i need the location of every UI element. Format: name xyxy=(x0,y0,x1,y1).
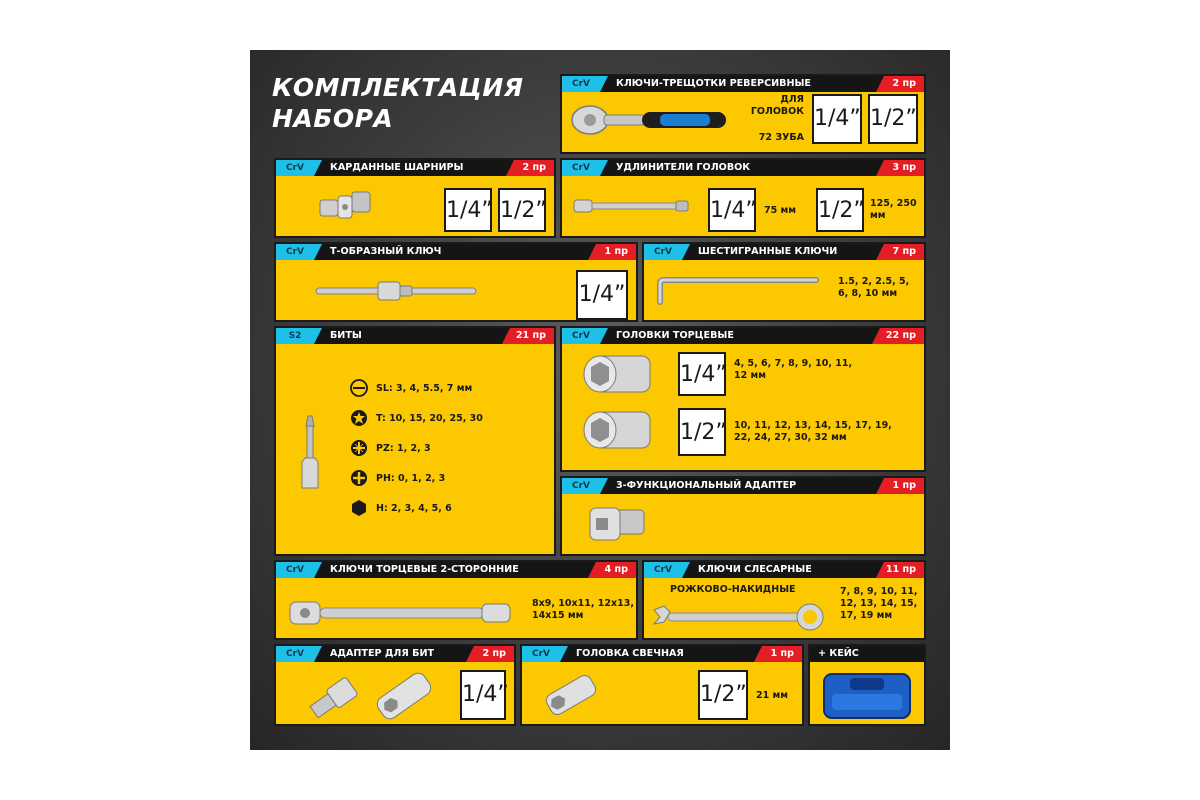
panel-double-end xyxy=(274,560,638,640)
quantity-badge: 1 пр xyxy=(596,244,636,260)
size-box: 1/4” xyxy=(576,270,628,320)
size-box: 1/4” xyxy=(444,188,492,232)
size-box: 1/2” xyxy=(816,188,864,232)
size-box: 1/2” xyxy=(868,94,918,144)
panel-label: ШЕСТИГРАННЫЕ КЛЮЧИ xyxy=(698,246,838,257)
spark-socket-size: 21 мм xyxy=(756,690,789,701)
quantity-badge: 22 пр xyxy=(880,328,924,344)
panel-label: АДАПТЕР ДЛЯ БИТ xyxy=(330,648,435,659)
quantity-badge: 3 пр xyxy=(884,160,924,176)
material-badge: CrV xyxy=(562,328,600,344)
size-box: 1/2” xyxy=(698,670,748,720)
size-box: 1/4” xyxy=(708,188,756,232)
page-title: КОМПЛЕКТАЦИЯ НАБОРА xyxy=(272,73,524,133)
panel-label: Т-ОБРАЗНЫЙ КЛЮЧ xyxy=(330,246,442,257)
size-box: 1/4” xyxy=(678,352,726,396)
quantity-badge: 4 пр xyxy=(596,562,636,578)
bit-row-hex: H: 2, 3, 4, 5, 6 xyxy=(350,498,452,518)
quantity-badge: 1 пр xyxy=(884,478,924,494)
panel-hex-keys xyxy=(642,242,926,322)
panel-label: + КЕЙС xyxy=(818,648,859,659)
pozidriv-icon xyxy=(350,439,368,457)
panel-label: КЛЮЧИ ТОРЦЕВЫЕ 2-СТОРОННИЕ xyxy=(330,564,519,575)
quantity-badge: 2 пр xyxy=(474,646,514,662)
ratchet-icon xyxy=(570,100,730,140)
panel-label: ГОЛОВКИ ТОРЦЕВЫЕ xyxy=(616,330,734,341)
quantity-badge: 2 пр xyxy=(884,76,924,92)
phillips-icon xyxy=(350,469,368,487)
combination-wrench-icon xyxy=(650,600,830,634)
slotted-icon xyxy=(350,379,368,397)
spark-plug-socket-icon xyxy=(536,670,606,720)
socket-sizes-half: 10, 11, 12, 13, 14, 15, 17, 19, 22, 24, 27, 30, 32 мм xyxy=(734,420,892,443)
panel-header xyxy=(562,76,924,92)
wrench-subtitle: РОЖКОВО-НАКИДНЫЕ xyxy=(670,584,796,595)
ratchet-note-teeth: 72 ЗУБА xyxy=(758,132,804,143)
material-badge: CrV xyxy=(522,646,560,662)
socket-icon xyxy=(582,408,652,452)
torx-icon xyxy=(350,409,368,427)
material-badge: CrV xyxy=(276,244,314,260)
panel-extensions xyxy=(560,158,926,238)
panel-label: УДЛИНИТЕЛИ ГОЛОВОК xyxy=(616,162,751,173)
hex-icon xyxy=(350,499,368,517)
tool-case-icon xyxy=(820,668,914,722)
size-box: 1/4” xyxy=(812,94,862,144)
quantity-badge: 1 пр xyxy=(762,646,802,662)
quantity-badge: 2 пр xyxy=(514,160,554,176)
panel-ratchet xyxy=(560,74,926,154)
universal-joint-icon xyxy=(316,186,376,226)
product-infographic xyxy=(250,50,950,750)
ratchet-note-heads: ДЛЯ ГОЛОВОК xyxy=(750,94,804,117)
panel-bits xyxy=(274,326,556,556)
material-badge: CrV xyxy=(276,562,314,578)
screwdriver-bit-icon xyxy=(300,414,320,490)
panel-label: БИТЫ xyxy=(330,330,362,341)
material-badge: CrV xyxy=(562,76,600,92)
bit-adapter-icon xyxy=(306,668,436,720)
size-box: 1/4” xyxy=(460,670,506,720)
socket-icon xyxy=(582,352,652,396)
panel-tbar xyxy=(274,242,638,322)
material-badge: CrV xyxy=(276,646,314,662)
material-badge: S2 xyxy=(276,328,314,344)
quantity-badge: 7 пр xyxy=(884,244,924,260)
socket-sizes-quarter: 4, 5, 6, 7, 8, 9, 10, 11, 12 мм xyxy=(734,358,853,381)
panel-label: ГОЛОВКА СВЕЧНАЯ xyxy=(576,648,684,659)
size-box: 1/2” xyxy=(678,408,726,456)
size-box: 1/2” xyxy=(498,188,546,232)
panel-bit-adapter xyxy=(274,644,516,726)
quantity-badge: 11 пр xyxy=(884,562,924,578)
hex-key-sizes: 1.5, 2, 2.5, 5, 6, 8, 10 мм xyxy=(838,276,910,299)
quantity-badge: 21 пр xyxy=(510,328,554,344)
material-badge: CrV xyxy=(644,562,682,578)
extension-length-long: 125, 250 мм xyxy=(870,198,917,221)
double-end-wrench-icon xyxy=(286,596,516,630)
material-badge: CrV xyxy=(276,160,314,176)
panel-label: КАРДАННЫЕ ШАРНИРЫ xyxy=(330,162,464,173)
bit-row-torx: T: 10, 15, 20, 25, 30 xyxy=(350,408,483,428)
material-badge: CrV xyxy=(644,244,682,260)
panel-wrenches xyxy=(642,560,926,640)
adapter-icon xyxy=(584,502,654,546)
material-badge: CrV xyxy=(562,160,600,176)
panel-sockets xyxy=(560,326,926,472)
t-bar-icon xyxy=(314,278,484,304)
panel-spark-socket xyxy=(520,644,804,726)
panel-label: КЛЮЧИ СЛЕСАРНЫЕ xyxy=(698,564,812,575)
panel-joints xyxy=(274,158,556,238)
bit-row-slotted: SL: 3, 4, 5.5, 7 мм xyxy=(350,378,472,398)
extension-bar-icon xyxy=(572,194,692,218)
double-end-sizes: 8x9, 10x11, 12x13, 14x15 мм xyxy=(532,598,634,621)
panel-adapter-3 xyxy=(560,476,926,556)
extension-length-short: 75 мм xyxy=(764,205,797,216)
panel-case xyxy=(808,644,926,726)
wrench-sizes: 7, 8, 9, 10, 11, 12, 13, 14, 15, 17, 19 мм xyxy=(840,586,918,621)
bit-row-pozidriv: PZ: 1, 2, 3 xyxy=(350,438,431,458)
panel-label: 3-ФУНКЦИОНАЛЬНЫЙ АДАПТЕР xyxy=(616,480,797,491)
bit-row-phillips: PH: 0, 1, 2, 3 xyxy=(350,468,445,488)
panel-label: КЛЮЧИ-ТРЕЩОТКИ РЕВЕРСИВНЫЕ xyxy=(616,78,811,89)
hex-key-icon xyxy=(654,274,824,306)
material-badge: CrV xyxy=(562,478,600,494)
